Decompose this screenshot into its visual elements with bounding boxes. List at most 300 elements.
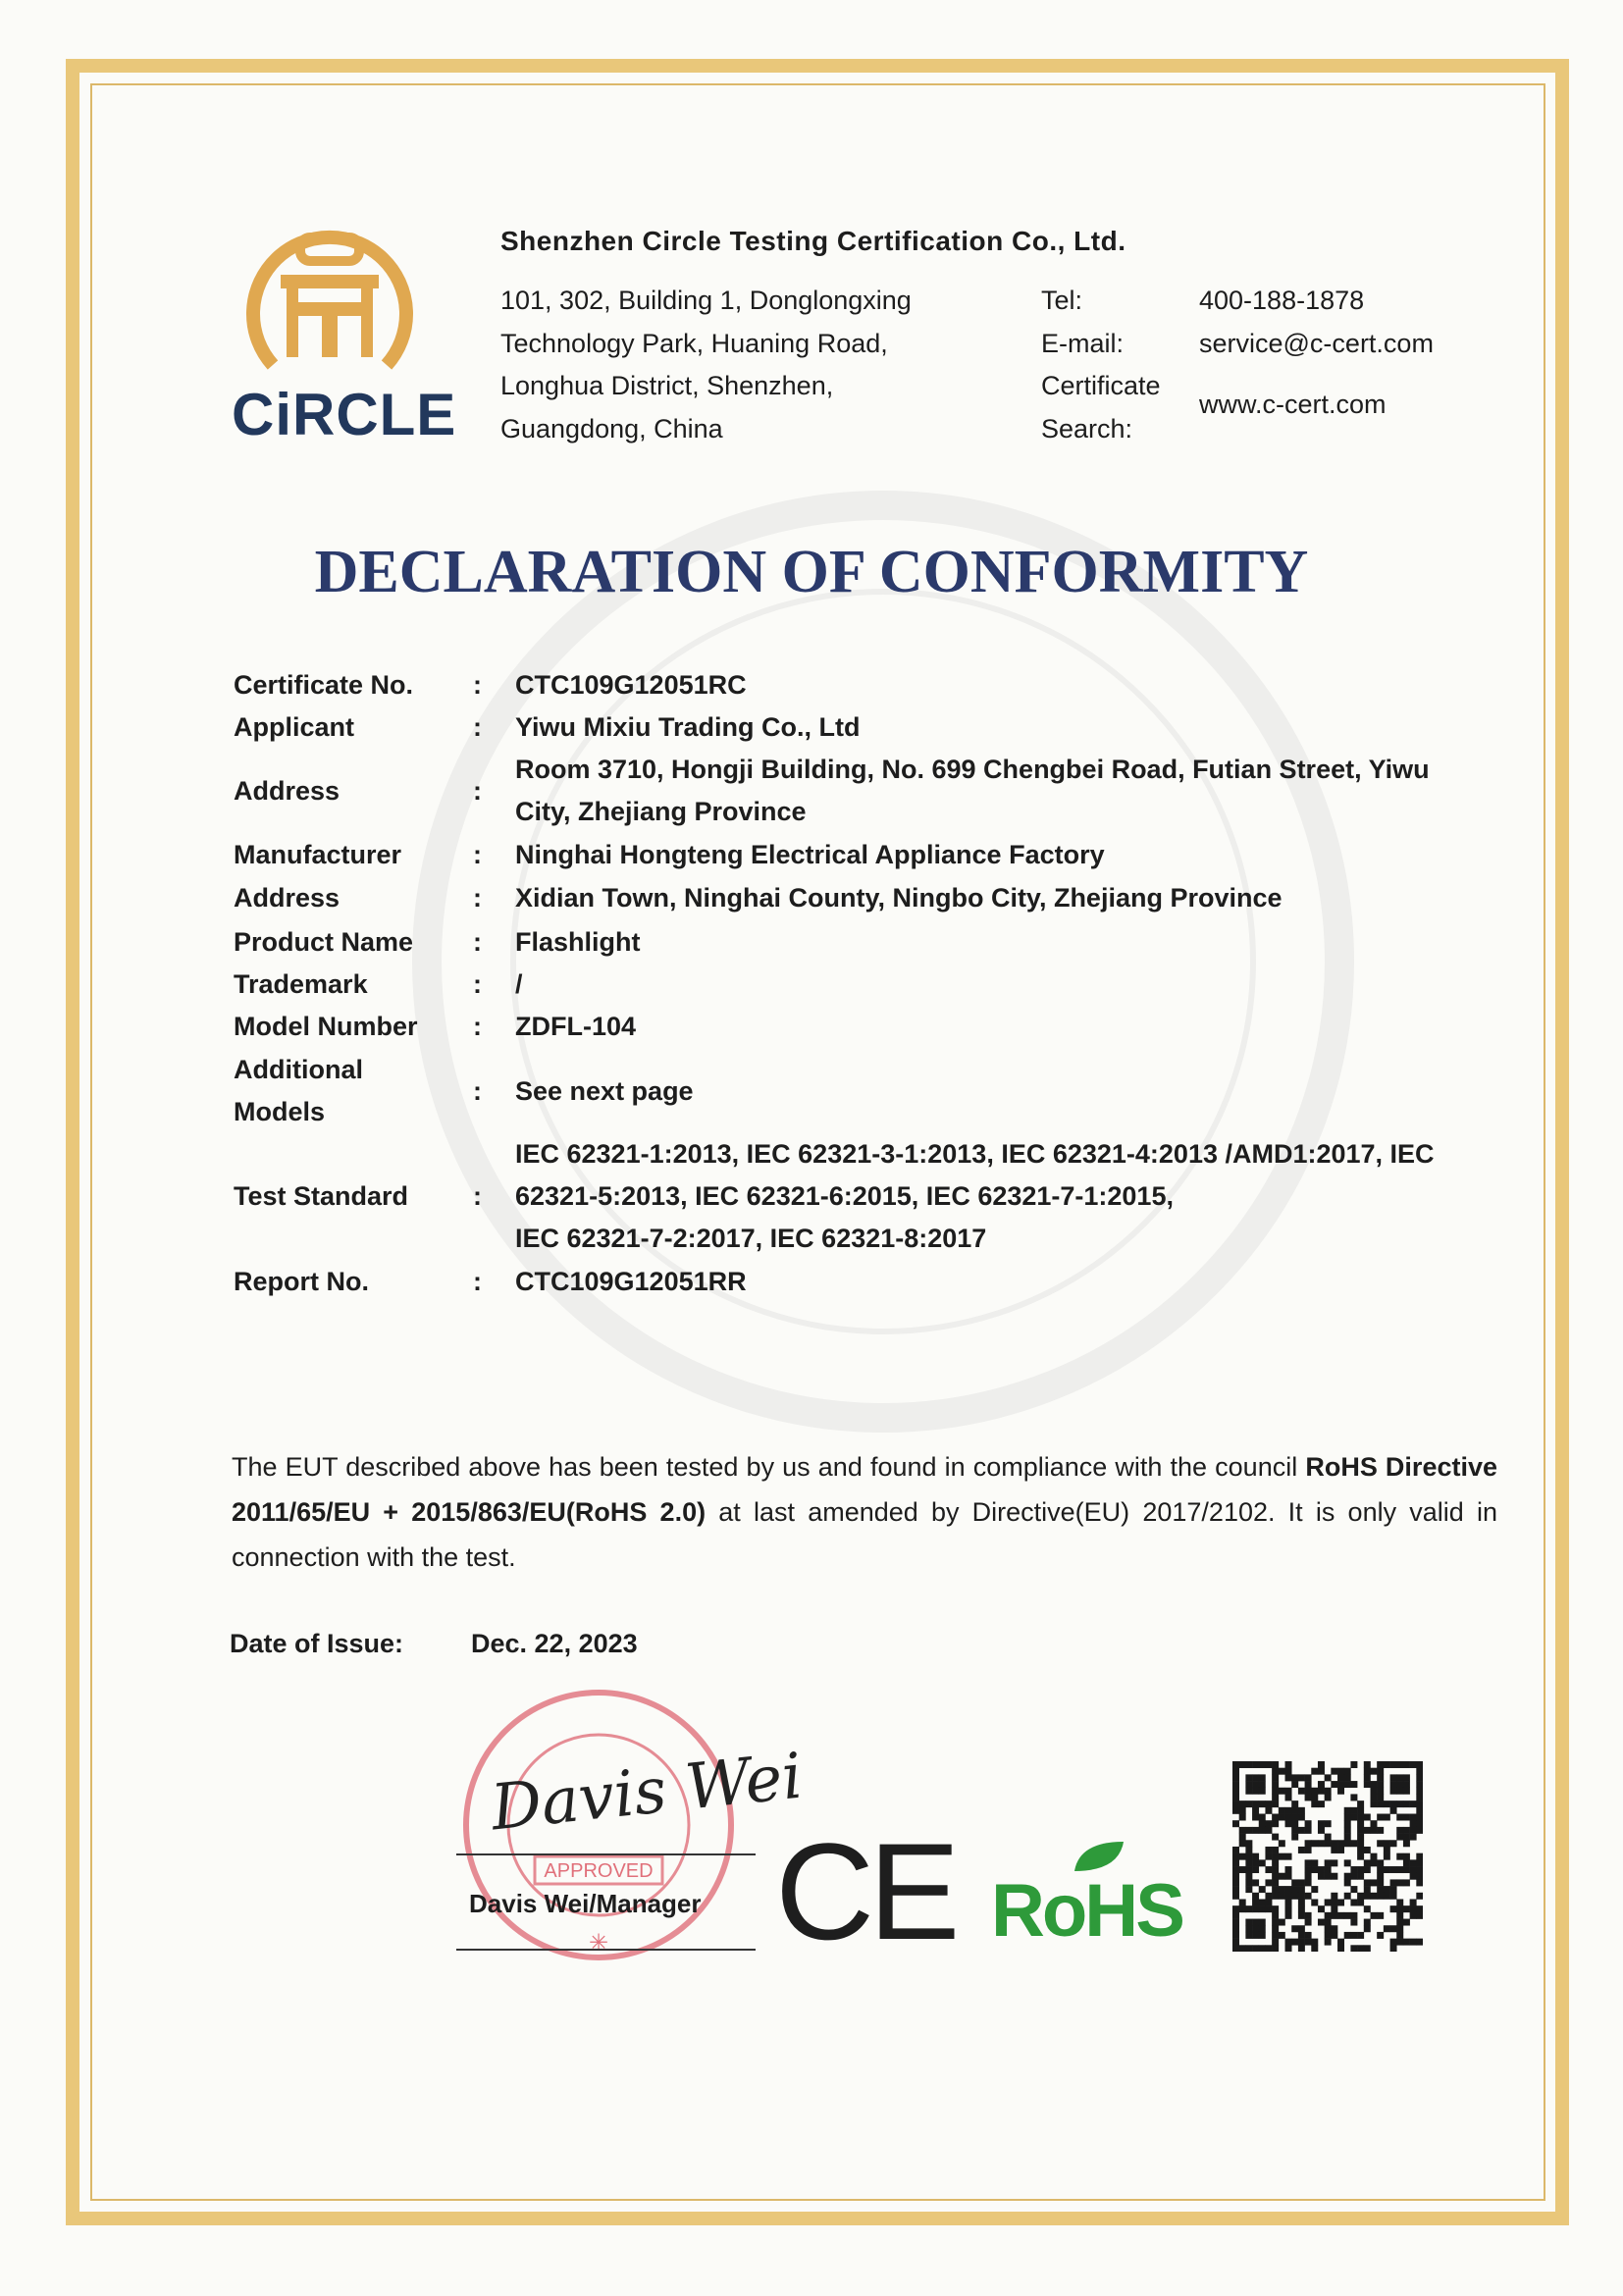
qr-module: [1416, 1788, 1423, 1795]
colon: :: [473, 883, 482, 913]
qr-module: [1245, 1879, 1252, 1886]
qr-module: [1285, 1761, 1292, 1768]
qr-module: [1344, 1814, 1351, 1821]
qr-module: [1272, 1800, 1279, 1807]
qr-module: [1252, 1781, 1259, 1788]
qr-module: [1344, 1820, 1351, 1827]
qr-module: [1350, 1807, 1357, 1814]
manufacturer-value: Ninghai Hongteng Electrical Appliance Factory: [515, 840, 1105, 869]
qr-module: [1357, 1853, 1364, 1860]
address-line: Guangdong, China: [500, 413, 723, 444]
qr-module: [1318, 1827, 1325, 1834]
qr-module: [1259, 1919, 1266, 1926]
applicant-address-label: Address: [234, 776, 340, 806]
qr-module: [1331, 1840, 1337, 1847]
qr-module: [1325, 1774, 1332, 1781]
qr-module: [1252, 1827, 1259, 1834]
website-link[interactable]: www.c-cert.com: [1199, 390, 1387, 419]
qr-module: [1325, 1788, 1332, 1795]
qr-module: [1344, 1827, 1351, 1834]
qr-module: [1318, 1820, 1325, 1827]
signature-line: [456, 1853, 756, 1855]
qr-module: [1298, 1847, 1305, 1853]
qr-module: [1272, 1768, 1279, 1775]
qr-module: [1344, 1774, 1351, 1781]
applicant-address-line2: City, Zhejiang Province: [515, 797, 807, 826]
document-title: DECLARATION OF CONFORMITY: [314, 539, 1309, 605]
qr-module: [1305, 1794, 1312, 1800]
qr-module: [1285, 1939, 1292, 1946]
product-name-value: Flashlight: [515, 927, 641, 957]
qr-module: [1390, 1807, 1397, 1814]
qr-module: [1232, 1893, 1239, 1900]
qr-module: [1364, 1774, 1371, 1781]
qr-module: [1337, 1781, 1344, 1788]
qr-module: [1344, 1912, 1351, 1919]
qr-module: [1279, 1893, 1285, 1900]
qr-module: [1357, 1945, 1364, 1952]
qr-module: [1318, 1781, 1325, 1788]
colon: :: [473, 969, 482, 999]
qr-module: [1285, 1853, 1292, 1860]
qr-module: [1364, 1919, 1371, 1926]
qr-module: [1285, 1820, 1292, 1827]
qr-module: [1272, 1781, 1279, 1788]
qr-module: [1298, 1932, 1305, 1939]
qr-module: [1337, 1945, 1344, 1952]
qr-module: [1232, 1925, 1239, 1932]
qr-module: [1350, 1912, 1357, 1919]
qr-module: [1265, 1866, 1272, 1873]
qr-module: [1396, 1800, 1403, 1807]
qr-module: [1377, 1912, 1384, 1919]
qr-module: [1252, 1893, 1259, 1900]
qr-module: [1403, 1781, 1410, 1788]
qr-module: [1364, 1905, 1371, 1912]
qr-module: [1325, 1912, 1332, 1919]
qr-module: [1364, 1945, 1371, 1952]
qr-module: [1232, 1820, 1239, 1827]
qr-module: [1232, 1905, 1239, 1912]
qr-module: [1416, 1859, 1423, 1866]
email-label: E-mail:: [1041, 328, 1125, 358]
qr-module: [1403, 1919, 1410, 1926]
qr-module: [1325, 1834, 1332, 1841]
qr-module: [1259, 1781, 1266, 1788]
qr-module: [1370, 1912, 1377, 1919]
colon: :: [473, 1181, 482, 1211]
qr-module: [1311, 1788, 1318, 1795]
qr-module: [1416, 1866, 1423, 1873]
qr-module: [1364, 1768, 1371, 1775]
qr-module: [1390, 1945, 1397, 1952]
qr-module: [1325, 1820, 1332, 1827]
qr-module: [1325, 1859, 1332, 1866]
qr-module: [1331, 1893, 1337, 1900]
qr-module: [1265, 1893, 1272, 1900]
qr-module: [1252, 1932, 1259, 1939]
qr-module: [1232, 1781, 1239, 1788]
qr-module: [1265, 1853, 1272, 1860]
qr-module: [1318, 1840, 1325, 1847]
qr-module: [1305, 1919, 1312, 1926]
qr-module: [1416, 1800, 1423, 1807]
manufacturer-address-label: Address: [234, 883, 340, 913]
contact-values: [1199, 280, 1434, 427]
qr-module: [1265, 1905, 1272, 1912]
qr-module: [1265, 1761, 1272, 1768]
test-standard-line1: IEC 62321-1:2013, IEC 62321-3-1:2013, IEC 62321-4:2013 /AMD1:2017, IEC: [515, 1139, 1435, 1169]
qr-module: [1252, 1899, 1259, 1905]
qr-module: [1305, 1932, 1312, 1939]
colon: :: [473, 670, 482, 700]
qr-module: [1416, 1912, 1423, 1919]
qr-module: [1232, 1945, 1239, 1952]
stamp-approved: APPROVED: [544, 1860, 654, 1882]
qr-module: [1384, 1847, 1390, 1853]
qr-module: [1403, 1761, 1410, 1768]
qr-module: [1390, 1761, 1397, 1768]
qr-module: [1245, 1932, 1252, 1939]
qr-module: [1357, 1893, 1364, 1900]
qr-module: [1232, 1794, 1239, 1800]
qr-module: [1311, 1886, 1318, 1893]
qr-module: [1344, 1879, 1351, 1886]
qr-module: [1396, 1912, 1403, 1919]
qr-module: [1265, 1820, 1272, 1827]
qr-module: [1396, 1866, 1403, 1873]
qr-module: [1259, 1761, 1266, 1768]
qr-module: [1318, 1761, 1325, 1768]
qr-module: [1384, 1853, 1390, 1860]
qr-module: [1252, 1774, 1259, 1781]
qr-module: [1350, 1932, 1357, 1939]
qr-module: [1305, 1820, 1312, 1827]
qr-module: [1350, 1840, 1357, 1847]
qr-module: [1305, 1866, 1312, 1873]
qr-code[interactable]: [1232, 1761, 1423, 1952]
qr-module: [1357, 1820, 1364, 1827]
qr-module: [1396, 1853, 1403, 1860]
qr-module: [1259, 1774, 1266, 1781]
qr-module: [1272, 1893, 1279, 1900]
qr-module: [1311, 1859, 1318, 1866]
qr-module: [1403, 1800, 1410, 1807]
qr-module: [1259, 1905, 1266, 1912]
qr-module: [1239, 1866, 1246, 1873]
qr-module: [1305, 1879, 1312, 1886]
qr-module: [1357, 1899, 1364, 1905]
model-number-value: ZDFL-104: [515, 1012, 637, 1041]
qr-module: [1305, 1847, 1312, 1853]
qr-module: [1325, 1899, 1332, 1905]
qr-module: [1377, 1879, 1384, 1886]
qr-module: [1416, 1807, 1423, 1814]
qr-module: [1305, 1893, 1312, 1900]
qr-module: [1272, 1820, 1279, 1827]
statement-text: at last amended by Directive(EU) 2017/2102. It is only valid in connection with the test.: [232, 1497, 1498, 1572]
stamp-star: ✳: [588, 1930, 609, 1957]
qr-module: [1252, 1807, 1259, 1814]
email-value[interactable]: service@c-cert.com: [1199, 328, 1434, 358]
qr-module: [1285, 1886, 1292, 1893]
qr-module: [1252, 1788, 1259, 1795]
qr-module: [1245, 1781, 1252, 1788]
qr-module: [1298, 1925, 1305, 1932]
test-standard-line3: IEC 62321-7-2:2017, IEC 62321-8:2017: [515, 1224, 987, 1253]
search-label: Certificate: [1041, 371, 1161, 400]
qr-module: [1410, 1939, 1417, 1946]
qr-module: [1311, 1768, 1318, 1775]
address-line: Technology Park, Huaning Road,: [500, 328, 888, 358]
qr-module: [1298, 1814, 1305, 1821]
qr-module: [1331, 1912, 1337, 1919]
qr-module: [1305, 1781, 1312, 1788]
qr-module: [1370, 1879, 1377, 1886]
qr-module: [1272, 1945, 1279, 1952]
qr-module: [1377, 1788, 1384, 1795]
qr-module: [1403, 1774, 1410, 1781]
qr-module: [1252, 1859, 1259, 1866]
qr-module: [1272, 1847, 1279, 1853]
rohs-mark: RoHS: [991, 1869, 1182, 1953]
qr-module: [1416, 1781, 1423, 1788]
qr-module: [1298, 1788, 1305, 1795]
qr-module: [1252, 1761, 1259, 1768]
qr-module: [1232, 1932, 1239, 1939]
qr-module: [1325, 1939, 1332, 1946]
qr-module: [1291, 1939, 1298, 1946]
qr-module: [1232, 1807, 1239, 1814]
qr-module: [1364, 1886, 1371, 1893]
qr-module: [1364, 1893, 1371, 1900]
circle-logo-icon: [234, 218, 426, 385]
contact-labels: [1041, 280, 1161, 450]
qr-module: [1291, 1925, 1298, 1932]
address-line: Longhua District, Shenzhen,: [500, 371, 834, 400]
qr-module: [1331, 1859, 1337, 1866]
qr-module: [1291, 1800, 1298, 1807]
qr-module: [1245, 1761, 1252, 1768]
test-standard-line2: 62321-5:2013, IEC 62321-6:2015, IEC 62321-7-1:2015,: [515, 1181, 1174, 1211]
qr-module: [1259, 1945, 1266, 1952]
qr-module: [1252, 1919, 1259, 1926]
qr-module: [1370, 1853, 1377, 1860]
qr-module: [1232, 1886, 1239, 1893]
qr-module: [1337, 1912, 1344, 1919]
qr-module: [1331, 1847, 1337, 1853]
qr-module: [1410, 1820, 1417, 1827]
issue-date-value: Dec. 22, 2023: [471, 1629, 638, 1658]
qr-module: [1410, 1814, 1417, 1821]
qr-module: [1259, 1859, 1266, 1866]
qr-module: [1396, 1774, 1403, 1781]
qr-module: [1331, 1781, 1337, 1788]
qr-module: [1416, 1853, 1423, 1860]
qr-module: [1298, 1899, 1305, 1905]
colon: :: [473, 840, 482, 869]
qr-module: [1239, 1807, 1246, 1814]
qr-module: [1285, 1774, 1292, 1781]
qr-module: [1232, 1859, 1239, 1866]
qr-module: [1364, 1761, 1371, 1768]
qr-module: [1305, 1788, 1312, 1795]
qr-module: [1272, 1879, 1279, 1886]
qr-module: [1259, 1899, 1266, 1905]
manufacturer-label: Manufacturer: [234, 840, 402, 869]
qr-module: [1232, 1912, 1239, 1919]
qr-module: [1239, 1761, 1246, 1768]
qr-module: [1252, 1905, 1259, 1912]
qr-module: [1370, 1794, 1377, 1800]
qr-module: [1305, 1859, 1312, 1866]
qr-module: [1272, 1788, 1279, 1795]
qr-module: [1331, 1905, 1337, 1912]
statement-text: The EUT described above has been tested by us and found in compliance with the council: [232, 1452, 1306, 1482]
tel-value: 400-188-1878: [1199, 286, 1365, 315]
qr-module: [1337, 1768, 1344, 1775]
qr-module: [1390, 1905, 1397, 1912]
applicant-value: Yiwu Mixiu Trading Co., Ltd: [515, 712, 861, 742]
qr-module: [1239, 1814, 1246, 1821]
qr-module: [1370, 1893, 1377, 1900]
qr-module: [1364, 1847, 1371, 1853]
qr-module: [1416, 1893, 1423, 1900]
qr-module: [1403, 1939, 1410, 1946]
qr-module: [1265, 1847, 1272, 1853]
qr-module: [1272, 1866, 1279, 1873]
qr-module: [1377, 1932, 1384, 1939]
additional-models-label: Additional: [234, 1055, 363, 1084]
qr-module: [1279, 1873, 1285, 1880]
qr-module: [1279, 1814, 1285, 1821]
qr-module: [1396, 1905, 1403, 1912]
qr-module: [1245, 1925, 1252, 1932]
qr-module: [1350, 1886, 1357, 1893]
qr-module: [1396, 1939, 1403, 1946]
qr-module: [1252, 1814, 1259, 1821]
qr-module: [1377, 1859, 1384, 1866]
qr-module: [1331, 1925, 1337, 1932]
qr-module: [1239, 1827, 1246, 1834]
qr-module: [1384, 1840, 1390, 1847]
qr-module: [1396, 1899, 1403, 1905]
qr-module: [1384, 1800, 1390, 1807]
qr-module: [1350, 1761, 1357, 1768]
qr-module: [1305, 1827, 1312, 1834]
qr-module: [1350, 1873, 1357, 1880]
statement-directive: RoHS Directive 2011/65/EU + 2015/863/EU(RoHS 2.0): [232, 1452, 1497, 1527]
qr-module: [1318, 1788, 1325, 1795]
colon: :: [473, 776, 482, 806]
qr-module: [1272, 1905, 1279, 1912]
qr-module: [1279, 1919, 1285, 1926]
qr-module: [1298, 1905, 1305, 1912]
qr-module: [1272, 1939, 1279, 1946]
additional-models-value: See next page: [515, 1076, 694, 1106]
qr-module: [1285, 1945, 1292, 1952]
qr-module: [1390, 1879, 1397, 1886]
qr-module: [1239, 1834, 1246, 1841]
qr-module: [1259, 1932, 1266, 1939]
qr-module: [1298, 1945, 1305, 1952]
qr-module: [1403, 1905, 1410, 1912]
qr-module: [1232, 1879, 1239, 1886]
qr-module: [1350, 1945, 1357, 1952]
qr-module: [1245, 1853, 1252, 1860]
qr-module: [1403, 1788, 1410, 1795]
qr-module: [1265, 1807, 1272, 1814]
qr-module: [1245, 1866, 1252, 1873]
qr-module: [1364, 1814, 1371, 1821]
qr-module: [1311, 1800, 1318, 1807]
colon: :: [473, 1267, 482, 1296]
qr-module: [1357, 1873, 1364, 1880]
qr-module: [1232, 1939, 1239, 1946]
qr-module: [1390, 1800, 1397, 1807]
qr-module: [1416, 1827, 1423, 1834]
qr-module: [1364, 1879, 1371, 1886]
qr-module: [1245, 1840, 1252, 1847]
qr-module: [1285, 1814, 1292, 1821]
qr-module: [1396, 1781, 1403, 1788]
qr-module: [1232, 1873, 1239, 1880]
qr-module: [1285, 1768, 1292, 1775]
qr-module: [1416, 1794, 1423, 1800]
certificate-no-value: CTC109G12051RC: [515, 670, 747, 700]
qr-module: [1259, 1886, 1266, 1893]
qr-module: [1232, 1800, 1239, 1807]
qr-module: [1331, 1873, 1337, 1880]
colon: :: [473, 1076, 482, 1106]
search-label: Search:: [1041, 413, 1133, 444]
qr-module: [1357, 1932, 1364, 1939]
qr-module: [1285, 1893, 1292, 1900]
qr-module: [1377, 1800, 1384, 1807]
issue-date-label: Date of Issue:: [230, 1629, 404, 1658]
logo-text: CiRCLE: [232, 382, 457, 447]
qr-module: [1370, 1781, 1377, 1788]
qr-module: [1416, 1774, 1423, 1781]
qr-module: [1272, 1912, 1279, 1919]
qr-module: [1390, 1925, 1397, 1932]
qr-module: [1416, 1768, 1423, 1775]
qr-module: [1272, 1761, 1279, 1768]
qr-module: [1357, 1840, 1364, 1847]
qr-module: [1357, 1807, 1364, 1814]
qr-module: [1259, 1788, 1266, 1795]
compliance-statement: [232, 1444, 1497, 1580]
qr-module: [1337, 1899, 1344, 1905]
qr-module: [1377, 1886, 1384, 1893]
qr-module: [1272, 1919, 1279, 1926]
qr-module: [1403, 1814, 1410, 1821]
qr-module: [1370, 1820, 1377, 1827]
qr-module: [1396, 1834, 1403, 1841]
qr-module: [1410, 1761, 1417, 1768]
qr-module: [1298, 1886, 1305, 1893]
qr-module: [1285, 1912, 1292, 1919]
ce-mark: CE: [775, 1814, 955, 1968]
qr-module: [1259, 1820, 1266, 1827]
qr-module: [1357, 1834, 1364, 1841]
qr-module: [1298, 1827, 1305, 1834]
qr-module: [1285, 1899, 1292, 1905]
qr-module: [1252, 1853, 1259, 1860]
qr-module: [1245, 1847, 1252, 1853]
qr-module: [1272, 1886, 1279, 1893]
qr-module: [1298, 1893, 1305, 1900]
